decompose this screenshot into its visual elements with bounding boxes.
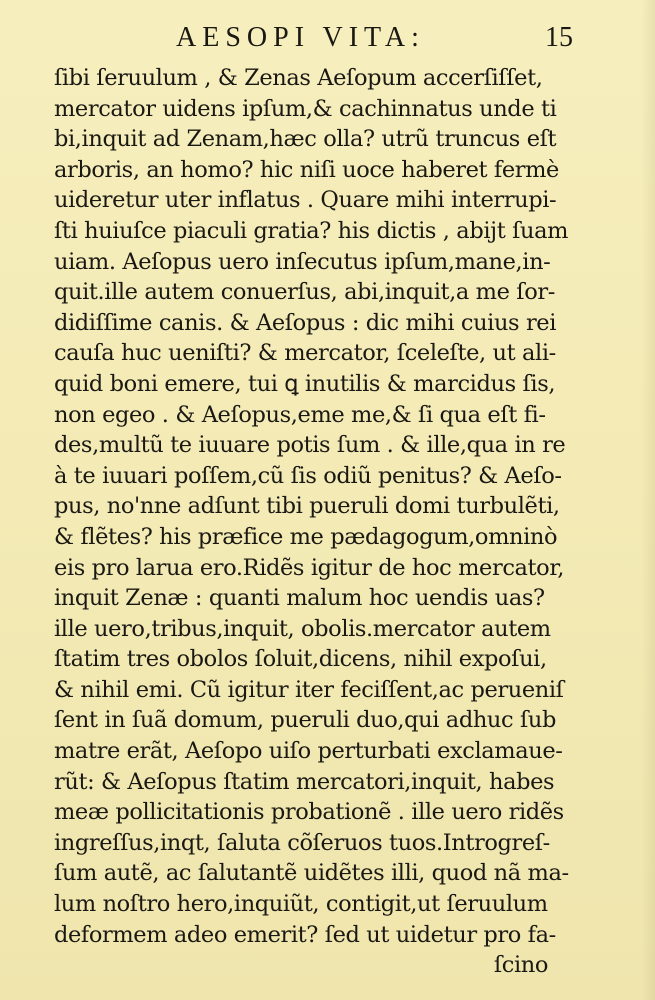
text-line: arboris, an homo? hic niſi uoce haberet fermè xyxy=(54,156,559,183)
text-line: deformem adeo emerit? ſed ut uidetur pro fa- xyxy=(54,921,556,948)
text-line: à te iuuari poſſem,cũ ſis odiũ penitus? & Aeſo- xyxy=(54,462,562,489)
text-line: uideretur uter inflatus . Quare mihi interrupi- xyxy=(54,187,557,214)
text-line: quid boni emere, tui ꝗ inutilis & marcidus ſis, xyxy=(54,370,556,397)
text-line: mercator uidens ipſum,& cachinnatus unde ti xyxy=(54,95,557,122)
text-line: meæ pollicitationis probationẽ . ille uero ridẽs xyxy=(54,799,564,826)
text-line: ſent in ſuã domum, pueruli duo,qui adhuc ſub xyxy=(54,707,556,734)
text-line: ſti huiuſce piaculi gratia? his dictis , abijt ſuam xyxy=(54,217,569,244)
text-line: lum noſtro hero,inquiũt, contigit,ut ſeruulum xyxy=(54,891,548,918)
catchword: ſcino xyxy=(493,952,548,979)
text-line: pus, no'nne adſunt tibi pueruli domi turbulẽti, xyxy=(54,493,560,520)
text-line: matre erãt, Aeſopo uiſo perturbati exclamaue- xyxy=(54,738,563,765)
text-line: ſum autẽ, ac ſalutantẽ uidẽtes illi, quod nã ma- xyxy=(54,860,569,887)
text-line: non egeo . & Aeſopus,eme me,& ſi qua eſt fi- xyxy=(54,401,546,428)
body-text xyxy=(54,63,576,981)
text-line: ingreſſus,inqt, ſaluta cõſeruos tuos.Introgreſ- xyxy=(54,829,550,856)
text-line: & flẽtes? his præfice me pædagogum,omninò xyxy=(54,523,558,550)
text-line: eis pro larua ero.Ridẽs igitur de hoc mercator, xyxy=(54,554,564,581)
page-header xyxy=(0,22,655,58)
text-line: quit.ille autem conuerſus, abi,inquit,a me ſor- xyxy=(54,279,555,306)
text-line: & nihil emi. Cũ igitur iter feciſſent,ac perueniſ xyxy=(54,676,564,703)
text-line: didiſſime canis. & Aeſopus : dic mihi cuius rei xyxy=(54,309,557,336)
text-line: des,multũ te iuuare potis ſum . & ille,qua in re xyxy=(54,432,566,459)
text-line: rũt: & Aeſopus ſtatim mercatori,inquit, habes xyxy=(54,768,555,795)
text-line: ille uero,tribus,inquit, obolis.mercator autem xyxy=(54,615,551,642)
text-line: bi,inquit ad Zenam,hæc olla? utrũ truncus eſt xyxy=(54,126,557,153)
page-edge-shadow xyxy=(641,0,655,1000)
text-line: uiam. Aeſopus uero inſecutus ipſum,mane,in- xyxy=(54,248,551,275)
running-title: AESOPI VITA: xyxy=(176,22,425,53)
text-line: ſibi ſeruulum , & Zenas Aeſopum accerſiſſet, xyxy=(54,65,543,91)
text-line: ſtatim tres obolos ſoluit,dicens, nihil expoſui, xyxy=(54,646,547,673)
text-line: cauſa huc ueniſti? & mercator, ſcelеſte, ut ali- xyxy=(54,340,556,367)
page-number: 15 xyxy=(545,22,573,53)
text-line: inquit Zenæ : quanti malum hoc uendis uas? xyxy=(54,585,545,612)
